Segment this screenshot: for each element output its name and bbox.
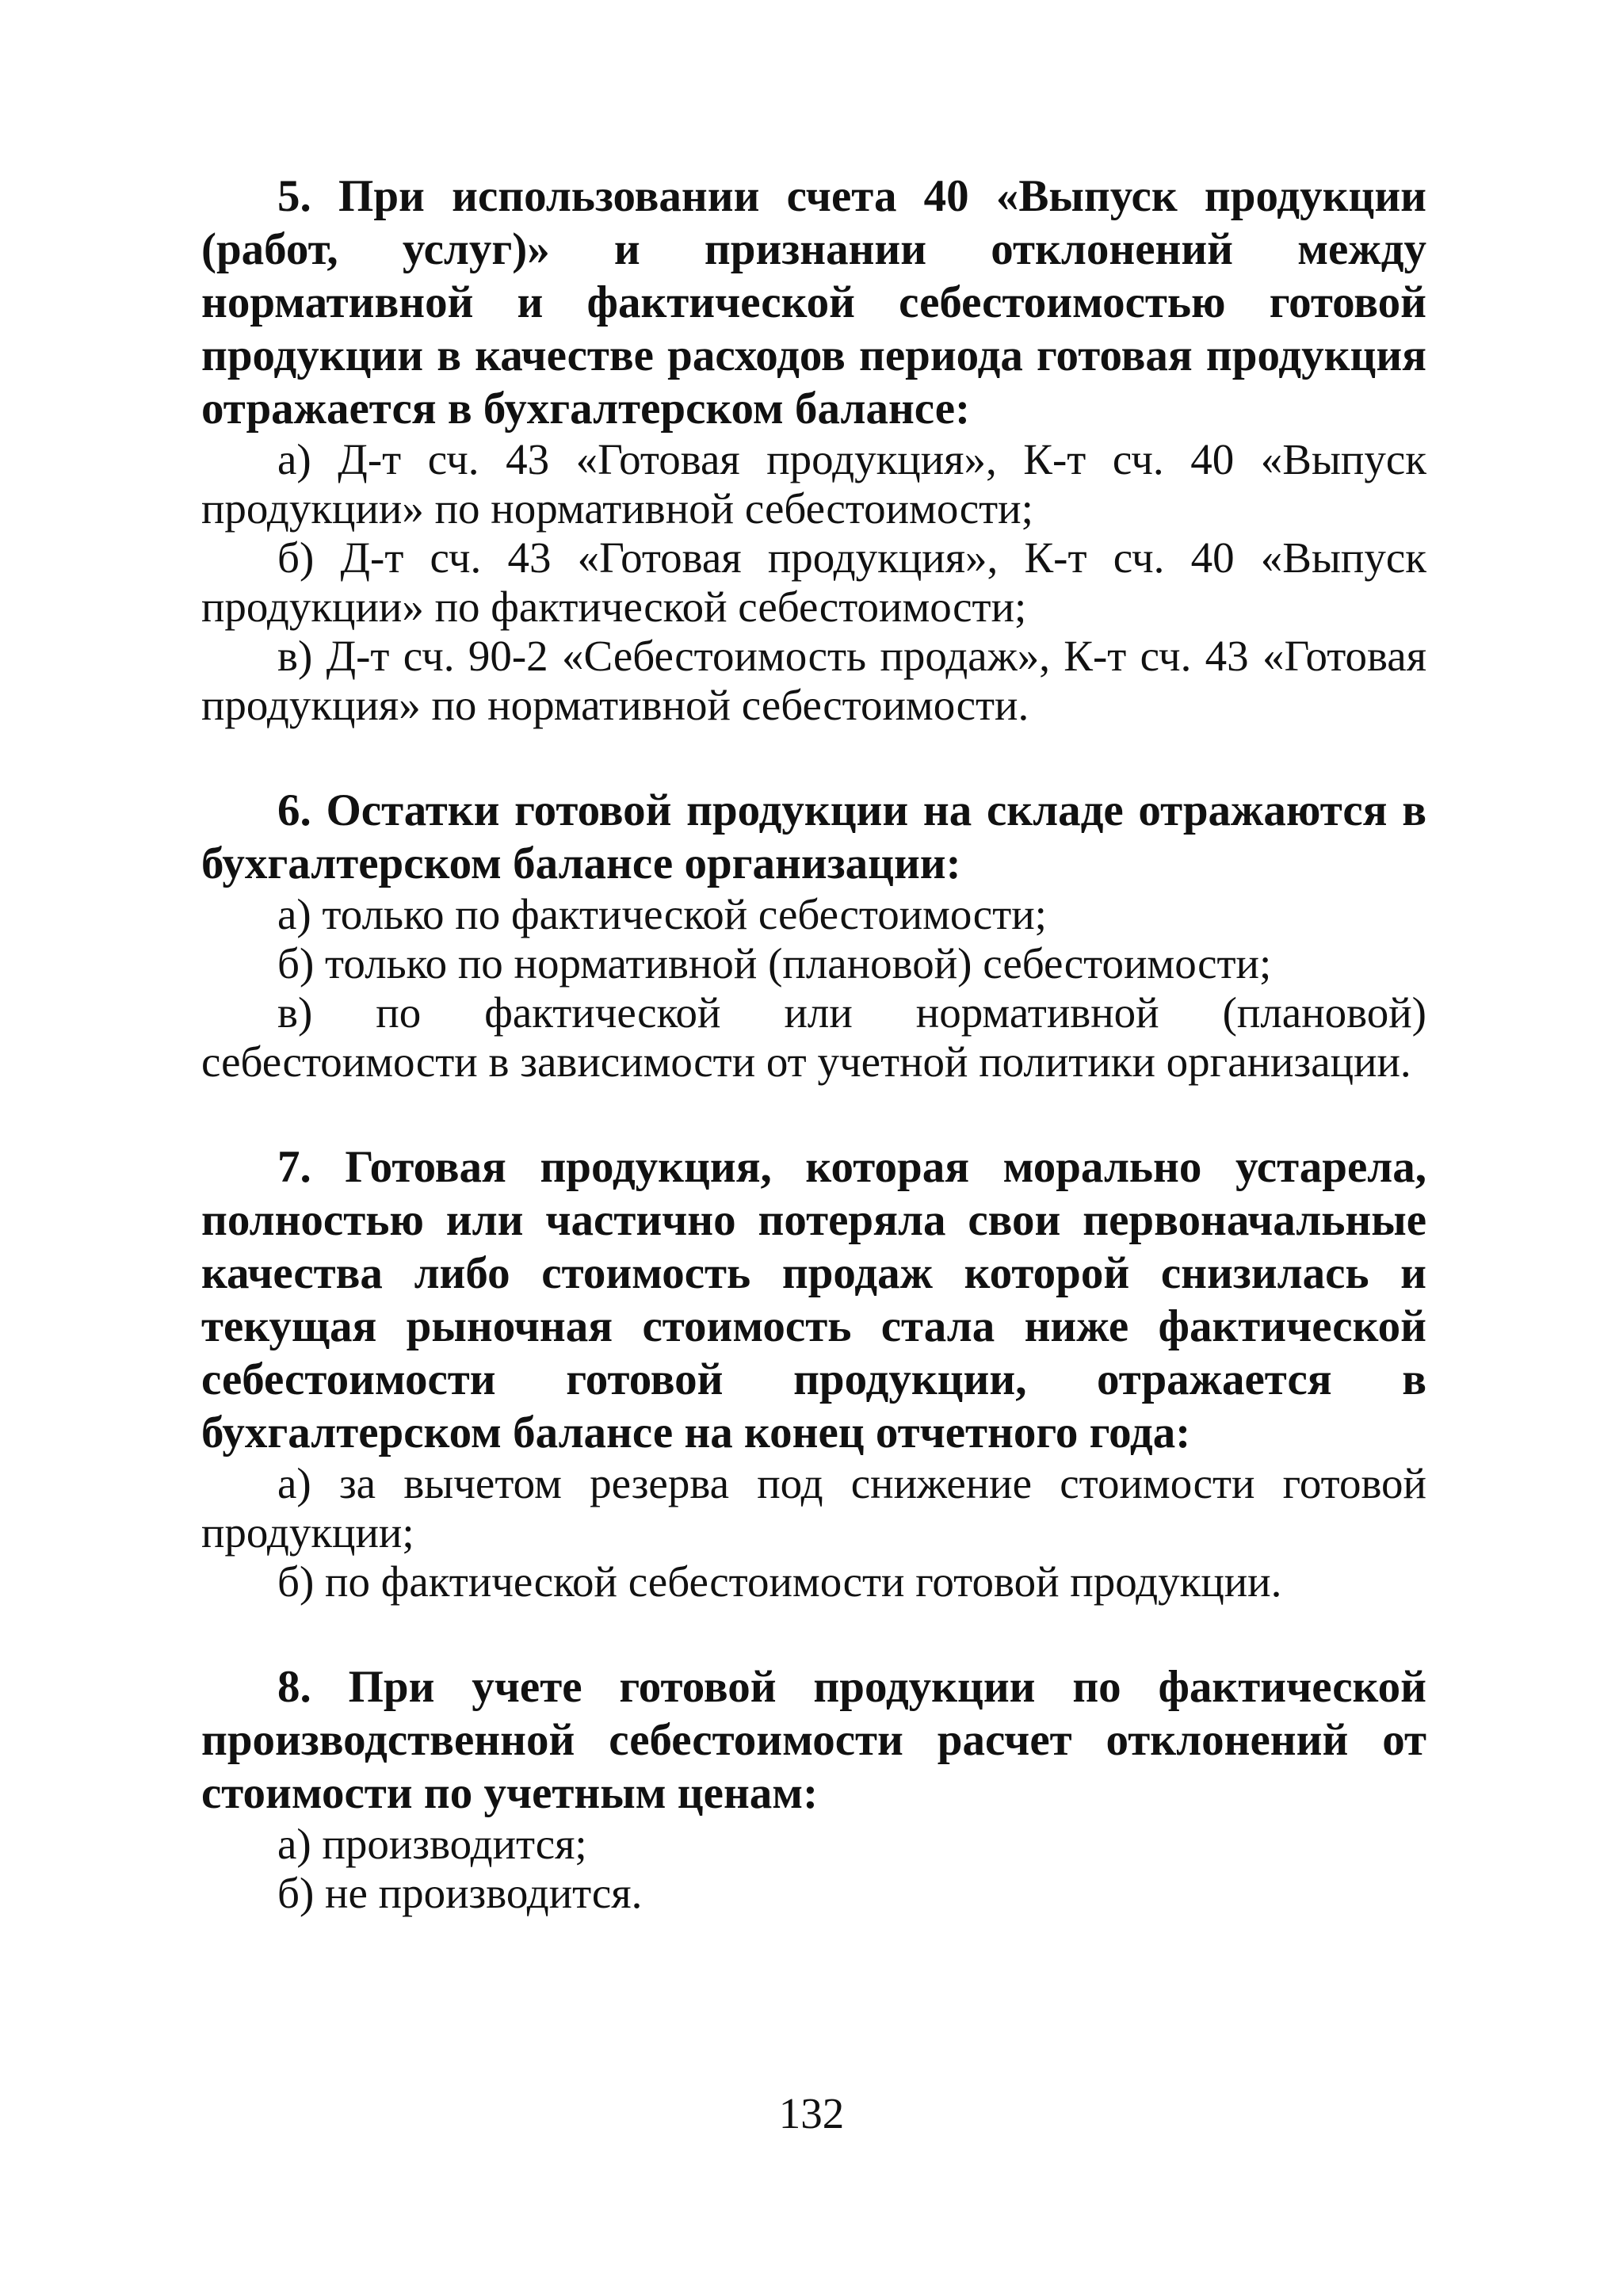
question-7	[201, 1140, 1426, 1606]
question-8	[201, 1660, 1426, 1918]
answer-option: б) только по нормативной (плановой) себестоимости;	[277, 939, 1272, 988]
answer-option: а) производится;	[277, 1820, 587, 1868]
question-5	[201, 170, 1426, 730]
answer-option: в) Д-т сч. 90-2 «Себестоимость продаж», К-т сч. 43 «Готовая продукция» по нормативной себестоимости.	[201, 632, 1426, 729]
question-title: 6. Остатки готовой продукции на складе отражаются в бухгалтерском балансе организации:	[201, 785, 1426, 888]
answer-option: б) по фактической себестоимости готовой продукции.	[277, 1557, 1282, 1606]
question-title: 5. При использовании счета 40 «Выпуск продукции (работ, услуг)» и признании отклонений между нормативной и фактической себестоимостью готовой продукции в качестве расходов периода готовая продукция отражается в бухгалтерском балансе:	[201, 171, 1426, 434]
answer-option: в) по фактической или нормативной (плановой) себестоимости в зависимости от учетной политики организации.	[201, 988, 1426, 1086]
answer-option: а) за вычетом резерва под снижение стоимости готовой продукции;	[201, 1459, 1426, 1557]
question-6	[201, 784, 1426, 1087]
answer-option: а) Д-т сч. 43 «Готовая продукция», К-т сч. 40 «Выпуск продукции» по нормативной себестоимости;	[201, 435, 1426, 533]
page-content	[201, 170, 1426, 1972]
question-title: 8. При учете готовой продукции по фактической производственной себестоимости расчет отклонений от стоимости по учетным ценам:	[201, 1662, 1426, 1818]
answer-option: б) Д-т сч. 43 «Готовая продукция», К-т сч. 40 «Выпуск продукции» по фактической себестоимости;	[201, 533, 1426, 631]
page-number: 132	[778, 2089, 845, 2137]
answer-option: а) только по фактической себестоимости;	[277, 890, 1047, 938]
answer-option: б) не производится.	[277, 1869, 643, 1917]
question-title: 7. Готовая продукция, которая морально устарела, полностью или частично потеряла свои первоначальные качества либо стоимость продаж которой снизилась и текущая рыночная стоимость стала ниже фактической себестоимости готовой продукции, отражается в бухгалтерском балансе на конец отчетного года:	[201, 1142, 1426, 1457]
